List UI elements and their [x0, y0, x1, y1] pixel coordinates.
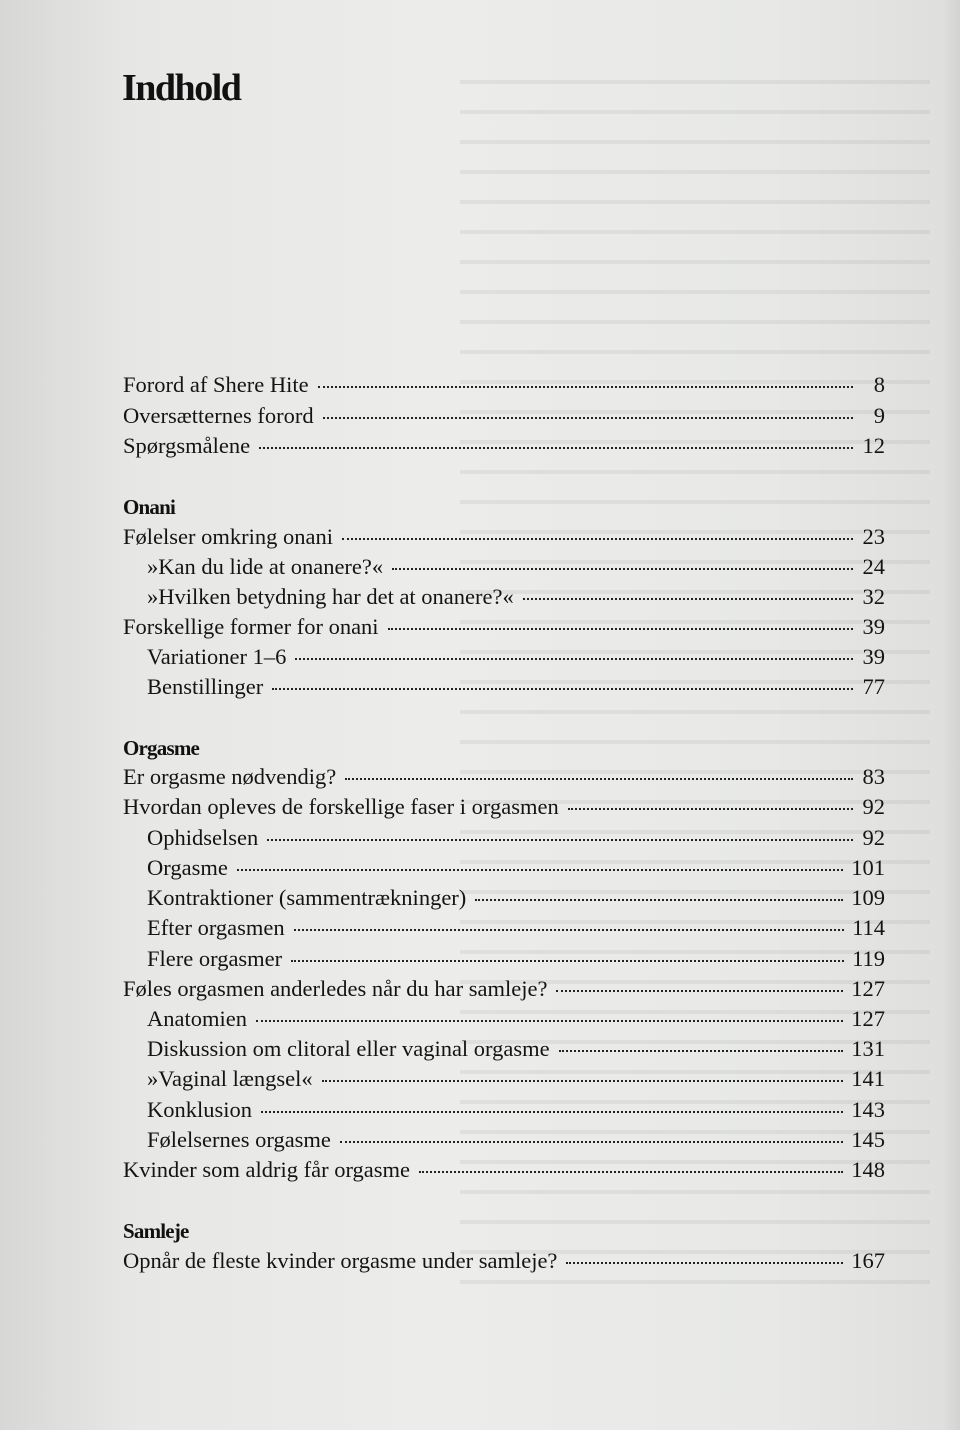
toc-entry [147, 554, 885, 584]
dot-leader [294, 929, 844, 931]
dot-leader [475, 899, 843, 901]
toc-entry-page: 9 [873, 403, 885, 428]
toc-entry [147, 1127, 885, 1157]
toc-entry [147, 1097, 885, 1127]
dot-leader [342, 538, 853, 540]
toc-entry-page: 39 [862, 614, 885, 639]
dot-leader [388, 628, 853, 630]
dot-leader [345, 778, 853, 780]
toc-entry-label: Opnår de fleste kvinder orgasme under samleje? [123, 1248, 558, 1273]
toc-entry [123, 403, 885, 433]
toc-entry-label: Oversætternes forord [123, 403, 314, 428]
toc-entry-label: »Hvilken betydning har det at onanere?« [147, 584, 514, 609]
dot-leader [295, 658, 853, 660]
toc-entry [123, 433, 885, 463]
toc-entry [147, 1006, 885, 1036]
toc-entry-page: 24 [862, 554, 885, 579]
toc-entry-label: Benstillinger [147, 674, 264, 699]
toc-entry [123, 764, 885, 794]
toc-entry [147, 644, 885, 674]
toc-entry-page: 92 [862, 794, 885, 819]
toc-entry-label: Anatomien [147, 1006, 247, 1031]
dot-leader [267, 839, 853, 841]
toc-entry-label: Følelser omkring onani [123, 524, 333, 549]
dot-leader [318, 386, 853, 388]
toc-entry-label: Variationer 1–6 [147, 644, 287, 669]
dot-leader [568, 808, 853, 810]
toc-entry-page: 109 [851, 885, 885, 910]
dot-leader [556, 990, 843, 992]
section-heading: Orgasme [123, 736, 200, 760]
toc-entry-label: »Kan du lide at onanere?« [147, 554, 384, 579]
toc-entry-page: 127 [851, 976, 885, 1001]
toc-entry [147, 855, 885, 885]
dot-leader [259, 447, 853, 449]
toc-entry-label: Kvinder som aldrig får orgasme [123, 1157, 411, 1182]
toc-entry-page: 23 [862, 524, 885, 549]
toc-entry-page: 12 [862, 433, 885, 458]
toc-entry [147, 584, 885, 614]
toc-entry-page: 101 [851, 855, 885, 880]
toc-entry [147, 1036, 885, 1066]
page-edge-shadow [942, 0, 960, 1430]
toc-entry-label: Diskussion om clitoral eller vaginal orgasme [147, 1036, 550, 1061]
toc-entry-page: 32 [862, 584, 885, 609]
toc-entry-page: 143 [851, 1097, 885, 1122]
toc-entry-label: Konklusion [147, 1097, 253, 1122]
toc-entry-label: Orgasme [147, 855, 228, 880]
toc-entry [123, 1157, 885, 1187]
toc-entry-page: 83 [862, 764, 885, 789]
dot-leader [256, 1020, 843, 1022]
toc-entry-page: 148 [851, 1157, 885, 1182]
toc-entry [123, 372, 885, 402]
toc-entry-label: »Vaginal længsel« [147, 1066, 313, 1091]
toc-entry [123, 976, 885, 1006]
toc-entry-label: Forord af Shere Hite [123, 372, 309, 397]
section-heading: Samleje [123, 1219, 189, 1243]
toc-entry [147, 674, 885, 704]
toc-entry-page: 92 [862, 825, 885, 850]
toc-entry [147, 1066, 885, 1096]
toc-entry-page: 119 [852, 946, 885, 971]
toc-entry-page: 39 [862, 644, 885, 669]
section-heading: Onani [123, 495, 176, 519]
page-title: Indhold [122, 67, 241, 109]
toc-entry-page: 8 [873, 372, 885, 397]
toc-entry-page: 114 [852, 915, 885, 940]
dot-leader [559, 1050, 844, 1052]
toc-entry-page: 131 [851, 1036, 885, 1061]
toc-entry-label: Føles orgasmen anderledes når du har samleje? [123, 976, 548, 1001]
dot-leader [291, 960, 844, 962]
toc-entry-label: Er orgasme nødvendig? [123, 764, 337, 789]
toc-entry-label: Ophidselsen [147, 825, 259, 850]
toc-entry-page: 145 [851, 1127, 885, 1152]
toc-entry-label: Forskellige former for onani [123, 614, 379, 639]
dot-leader [323, 417, 853, 419]
toc-entry-label: Spørgsmålene [123, 433, 251, 458]
toc-entry [123, 1248, 885, 1278]
toc-entry-page: 141 [851, 1066, 885, 1091]
toc-entry [123, 614, 885, 644]
dot-leader [523, 598, 853, 600]
toc-entry [147, 915, 885, 945]
dot-leader [322, 1080, 844, 1082]
toc-entry [123, 524, 885, 554]
toc-entry-page: 127 [851, 1006, 885, 1031]
toc-entry-label: Kontraktioner (sammentrækninger) [147, 885, 467, 910]
toc-entry-page: 167 [851, 1248, 885, 1273]
dot-leader [272, 688, 853, 690]
dot-leader [237, 869, 843, 871]
toc-entry [147, 946, 885, 976]
toc-entry [147, 825, 885, 855]
toc-entry-label: Efter orgasmen [147, 915, 285, 940]
dot-leader [419, 1171, 843, 1173]
dot-leader [566, 1262, 843, 1264]
dot-leader [340, 1141, 843, 1143]
toc-entry-label: Flere orgasmer [147, 946, 283, 971]
toc-entry-label: Hvordan opleves de forskellige faser i orgasmen [123, 794, 559, 819]
toc-entry-page: 77 [862, 674, 885, 699]
dot-leader [261, 1111, 843, 1113]
toc-entry [123, 794, 885, 824]
toc-entry [147, 885, 885, 915]
dot-leader [392, 568, 853, 570]
toc-entry-label: Følelsernes orgasme [147, 1127, 331, 1152]
